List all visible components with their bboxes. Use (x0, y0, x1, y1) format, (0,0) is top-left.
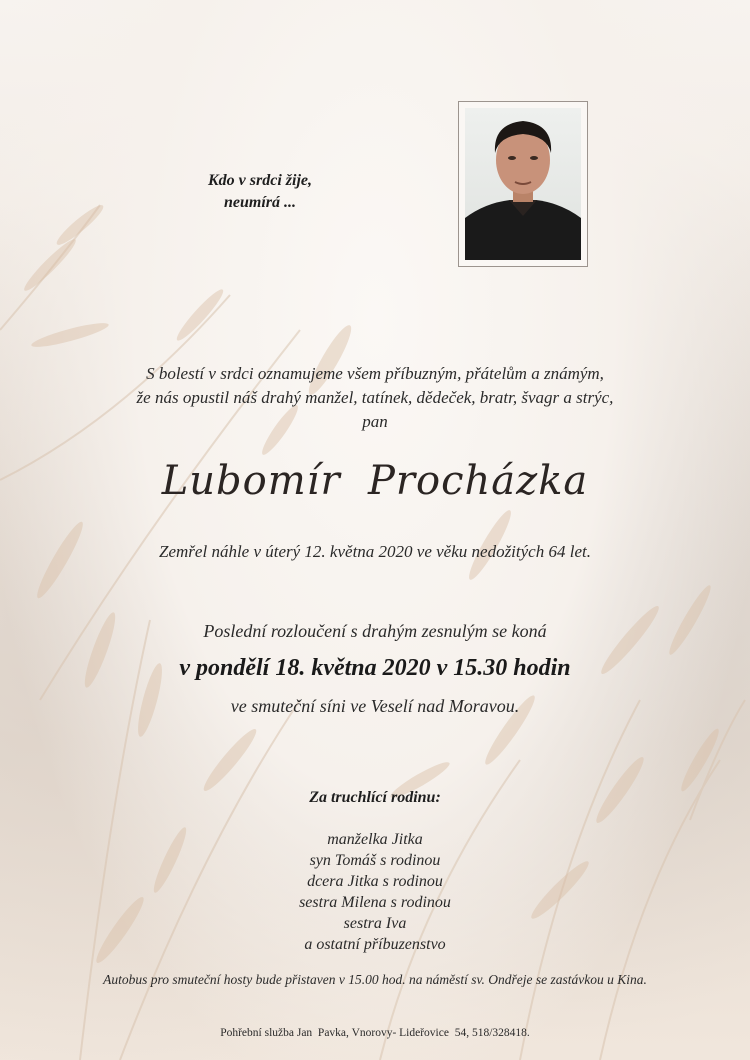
announcement-line-3: pan (362, 412, 388, 431)
farewell-intro: Poslední rozloučení s drahým zesnulým se koná (203, 621, 547, 641)
announcement-text (0, 362, 750, 434)
portrait-frame (458, 101, 588, 267)
family-heading: Za truchlící rodinu: (309, 789, 441, 806)
family-member: syn Tomáš s rodinou (309, 852, 441, 869)
announcement-line-1: S bolestí v srdci oznamujeme všem příbuzným, přátelům a známým, (146, 364, 604, 383)
portrait-photo (465, 108, 581, 260)
motto-line-2: neumírá ... (223, 194, 296, 211)
family-member: a ostatní příbuzenstvo (304, 936, 446, 953)
family-member: sestra Milena s rodinou (299, 894, 451, 911)
announcement-line-2: že nás opustil náš drahý manžel, tatínek, dědeček, bratr, švagr a strýc, (136, 388, 614, 407)
bus-notice: Autobus pro smuteční hosty bude přistaven v 15.00 hod. na náměstí sv. Ondřeje se zastávkou u Kina. (103, 972, 647, 987)
farewell-datetime: v pondělí 18. května 2020 v 15.30 hodin (179, 655, 571, 681)
death-notice: Zemřel náhle v úterý 12. května 2020 ve věku nedožitých 64 let. (159, 542, 591, 561)
farewell-venue: ve smuteční síni ve Veselí nad Moravou. (230, 696, 520, 716)
family-member: sestra Iva (343, 915, 407, 932)
funeral-service-footer: Pohřební služba Jan Pavka, Vnorovy- Lideřovice 54, 518/328418. (220, 1027, 530, 1039)
family-member: dcera Jitka s rodinou (307, 873, 443, 890)
motto (175, 170, 345, 214)
motto-line-1: Kdo v srdci žije, (208, 172, 312, 189)
family-member: manželka Jitka (327, 831, 423, 848)
deceased-name: Lubomír Procházka (161, 458, 589, 504)
family-list (0, 829, 750, 955)
